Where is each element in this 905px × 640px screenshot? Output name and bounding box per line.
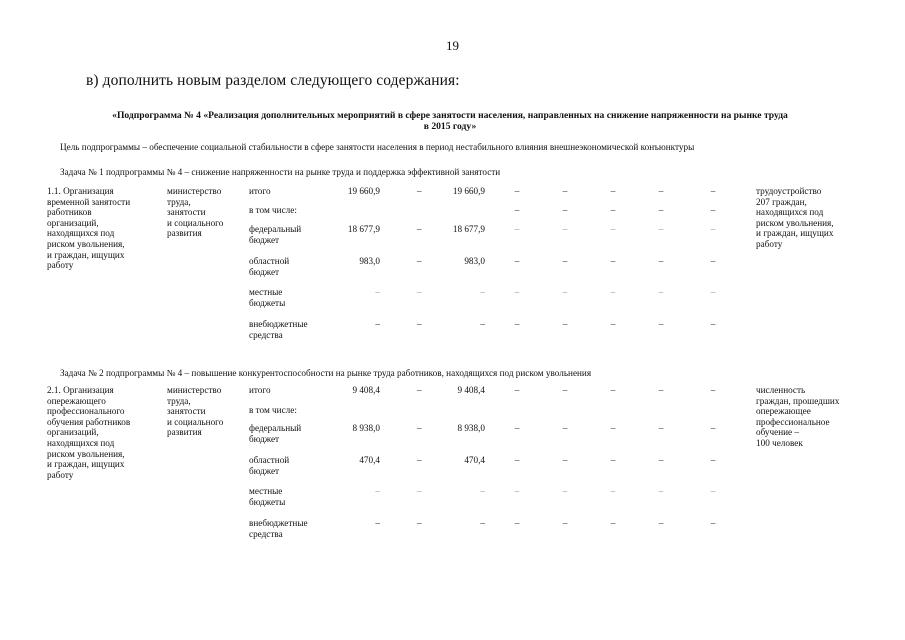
subprogram-title (60, 110, 840, 132)
source-line: федеральный (249, 423, 302, 433)
source-line: итого (249, 385, 271, 395)
subprogram-goal: Цель подпрограммы – обеспечение социальной стабильности в сфере занятости населения в период нестабильного влияния внешнеэкономической конъюнктуры (60, 142, 695, 152)
measure-line: 2.1. Организация (47, 385, 114, 395)
measure-line: опережающего (47, 395, 106, 406)
empty-value: – (710, 287, 716, 297)
amount-year: 19 660,9 (452, 186, 485, 196)
empty-value: – (514, 256, 520, 266)
empty-value: – (514, 385, 520, 395)
source-line: итого (249, 186, 271, 196)
measure-line: риском увольнения, (47, 238, 125, 249)
subprogram-title-line-1: «Подпрограмма № 4 «Реализация дополнительных мероприятий в сфере занятости населения, направленных на снижение напряженности на рынке труда (112, 110, 788, 121)
page-number: 19 (446, 38, 459, 53)
empty-value: – (514, 486, 520, 496)
measure-line: и граждан, ищущих (47, 459, 125, 470)
source-line: средства (249, 528, 283, 539)
empty-value: – (562, 186, 568, 196)
result-line: профессиональное (756, 416, 830, 427)
empty-value: – (514, 455, 520, 465)
empty-value: – (610, 224, 616, 234)
funding-source (249, 186, 339, 197)
empty-value: – (658, 205, 664, 215)
measure-line: находящихся под (47, 228, 115, 239)
empty-value: – (562, 423, 568, 433)
funding-source (249, 486, 339, 507)
empty-value: – (658, 455, 664, 465)
measure-line: работников (47, 207, 92, 218)
amount-year: – (480, 287, 485, 297)
empty-value: – (658, 186, 664, 196)
source-line: бюджет (249, 465, 280, 476)
measure-line: работу (47, 469, 74, 480)
source-line: бюджеты (249, 496, 286, 507)
empty-value: – (562, 518, 568, 528)
empty-value: – (710, 486, 716, 496)
empty-value: – (562, 224, 568, 234)
amount-dash: – (417, 486, 422, 496)
funding-source (249, 205, 339, 216)
funding-source (249, 256, 339, 277)
result-line: 207 граждан, (756, 196, 807, 207)
amount-total: – (375, 518, 380, 528)
amount-total: 983,0 (359, 256, 380, 266)
empty-value: – (710, 455, 716, 465)
measure-line: временной занятости (47, 196, 131, 207)
source-line: средства (249, 329, 283, 340)
subprogram-title-line-2: в 2015 году» (423, 121, 477, 132)
measure-line: находящихся под (47, 437, 115, 448)
empty-value: – (658, 224, 664, 234)
amount-total: 9 408,4 (352, 385, 380, 395)
executor-line: труда, (167, 196, 191, 207)
result-line: граждан, прошедших (756, 395, 840, 406)
empty-value: – (710, 423, 716, 433)
amount-dash: – (417, 518, 422, 528)
source-line: бюджеты (249, 297, 286, 308)
funding-source (249, 423, 339, 444)
measure-line: работу (47, 260, 74, 271)
empty-value: – (610, 423, 616, 433)
amount-dash: – (417, 256, 422, 266)
empty-value: – (658, 385, 664, 395)
source-line: местные (249, 486, 283, 496)
amount-total: – (375, 486, 380, 496)
task-1-title: Задача № 1 подпрограммы № 4 – снижение напряженности на рынке труда и поддержка эффективной занятости (60, 167, 501, 177)
amount-year: 9 408,4 (457, 385, 485, 395)
empty-value: – (610, 256, 616, 266)
funding-source (249, 455, 339, 476)
measure-cell (47, 385, 157, 480)
funding-source (249, 224, 339, 245)
funding-source (249, 385, 339, 396)
empty-value: – (610, 287, 616, 297)
executor-line: министерство (167, 385, 222, 395)
amount-year: 8 938,0 (457, 423, 485, 433)
amount-dash: – (417, 423, 422, 433)
empty-value: – (710, 186, 716, 196)
executor-cell (167, 186, 237, 239)
result-cell (756, 186, 861, 250)
measure-line: профессионального (47, 406, 125, 417)
empty-value: – (610, 486, 616, 496)
empty-value: – (710, 224, 716, 234)
amount-dash: – (417, 319, 422, 329)
measure-line: обучения работников (47, 416, 131, 427)
source-line: бюджет (249, 266, 280, 277)
executor-line: труда, (167, 395, 191, 406)
result-cell (756, 385, 861, 449)
executor-line: занятости (167, 406, 206, 417)
empty-value: – (514, 423, 520, 433)
empty-value: – (514, 319, 520, 329)
intro-text: в) дополнить новым разделом следующего содержания: (86, 72, 460, 89)
result-line: опережающее (756, 406, 811, 417)
source-line: в том числе: (249, 205, 297, 215)
source-line: в том числе: (249, 405, 297, 415)
amount-total: – (375, 287, 380, 297)
measure-line: и граждан, ищущих (47, 249, 125, 260)
empty-value: – (514, 287, 520, 297)
result-line: работу (756, 238, 783, 249)
amount-total: 470,4 (359, 455, 380, 465)
source-line: бюджет (249, 433, 280, 444)
result-line: и граждан, ищущих (756, 228, 834, 239)
empty-value: – (562, 455, 568, 465)
source-line: областной (249, 455, 290, 465)
amount-year: – (480, 319, 485, 329)
amount-total: 19 660,9 (347, 186, 380, 196)
empty-value: – (658, 256, 664, 266)
empty-value: – (562, 205, 568, 215)
amount-dash: – (417, 186, 422, 196)
executor-line: занятости (167, 207, 206, 218)
source-line: внебюджетные (249, 319, 308, 329)
funding-source (249, 518, 339, 539)
empty-value: – (658, 287, 664, 297)
executor-cell (167, 385, 237, 438)
empty-value: – (610, 205, 616, 215)
amount-total: 18 677,9 (347, 224, 380, 234)
empty-value: – (514, 186, 520, 196)
empty-value: – (610, 319, 616, 329)
result-line: численность (756, 385, 806, 395)
funding-source (249, 405, 339, 416)
amount-total: 8 938,0 (352, 423, 380, 433)
amount-dash: – (417, 224, 422, 234)
empty-value: – (710, 518, 716, 528)
result-line: 100 человек (756, 437, 803, 448)
empty-value: – (710, 385, 716, 395)
amount-year: 18 677,9 (452, 224, 485, 234)
result-line: риском увольнения, (756, 217, 834, 228)
result-line: обучение – (756, 427, 800, 438)
empty-value: – (610, 455, 616, 465)
empty-value: – (562, 287, 568, 297)
empty-value: – (514, 205, 520, 215)
measure-line: 1.1. Организация (47, 186, 114, 196)
empty-value: – (658, 518, 664, 528)
funding-source (249, 287, 339, 308)
empty-value: – (610, 385, 616, 395)
empty-value: – (658, 486, 664, 496)
result-line: находящихся под (756, 207, 824, 218)
empty-value: – (610, 186, 616, 196)
source-line: внебюджетные (249, 518, 308, 528)
empty-value: – (710, 319, 716, 329)
executor-line: развития (167, 228, 202, 239)
measure-line: организаций, (47, 217, 99, 228)
empty-value: – (562, 256, 568, 266)
measure-cell (47, 186, 157, 271)
result-line: трудоустройство (756, 186, 822, 196)
source-line: областной (249, 256, 290, 266)
executor-line: министерство (167, 186, 222, 196)
amount-dash: – (417, 385, 422, 395)
empty-value: – (658, 423, 664, 433)
empty-value: – (562, 385, 568, 395)
empty-value: – (514, 224, 520, 234)
measure-line: риском увольнения, (47, 448, 125, 459)
empty-value: – (710, 256, 716, 266)
amount-year: – (480, 486, 485, 496)
amount-year: – (480, 518, 485, 528)
executor-line: и социального (167, 416, 224, 427)
amount-dash: – (417, 287, 422, 297)
source-line: федеральный (249, 224, 302, 234)
executor-line: и социального (167, 217, 224, 228)
measure-line: организаций, (47, 427, 99, 438)
funding-source (249, 319, 339, 340)
source-line: местные (249, 287, 283, 297)
empty-value: – (562, 486, 568, 496)
empty-value: – (658, 319, 664, 329)
executor-line: развития (167, 427, 202, 438)
empty-value: – (610, 518, 616, 528)
empty-value: – (562, 319, 568, 329)
task-2-title: Задача № 2 подпрограммы № 4 – повышение конкурентоспособности на рынке труда работников, находящихся под риском увольнения (60, 368, 592, 378)
source-line: бюджет (249, 234, 280, 245)
amount-dash: – (417, 455, 422, 465)
amount-year: 470,4 (464, 455, 485, 465)
amount-year: 983,0 (464, 256, 485, 266)
empty-value: – (710, 205, 716, 215)
amount-total: – (375, 319, 380, 329)
empty-value: – (514, 518, 520, 528)
